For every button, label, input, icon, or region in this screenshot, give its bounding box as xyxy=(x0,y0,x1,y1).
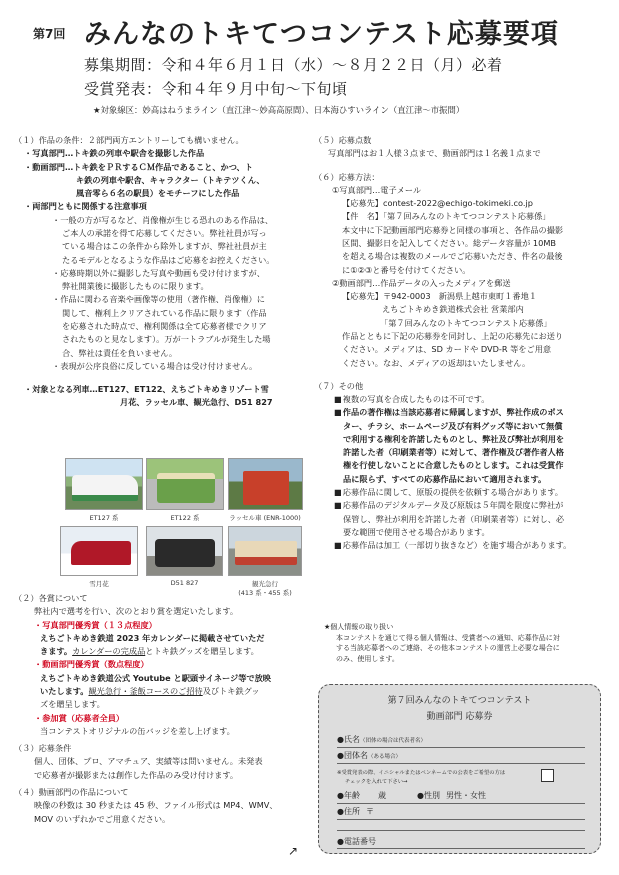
issue-number: 第7回 xyxy=(33,27,66,41)
common-notes-heading: ・両部門ともに関係する注意事項 xyxy=(24,201,147,212)
note-line: ・一般の方が写るなど、肖像権が生じる恐れのある作品は、 xyxy=(52,214,274,225)
section-1-title: （１）作品の条件：２部門両方エントリーしても構いません。 xyxy=(14,135,244,145)
section-2-title: （２）各賞について xyxy=(14,593,88,603)
target-lines: ★対象線区：妙高はねうまライン（直江津～妙高高原間）、日本海ひすいライン（直江津～市振間） xyxy=(93,105,465,115)
target-trains-2: 月花、ラッセル車、観光急行、D51 827 xyxy=(120,397,273,408)
group-note: （ある場合） xyxy=(367,754,401,760)
privacy-text: 本コンテストを通じて得る個人情報は、受賞者への通知、応募作品に対 xyxy=(336,633,560,642)
section-4-text: MOV のいずれかでご用意ください。 xyxy=(34,813,171,824)
prize-text: 及びトキ鉄グッ xyxy=(202,685,260,696)
other-item-cont: ター、チラシ、ホームページ及び有料グッズ等において無償 xyxy=(343,420,563,431)
coupon-title: 第７回みんなのトキてつコンテスト xyxy=(387,696,532,706)
privacy-title: ★個人情報の取り扱い xyxy=(324,623,394,631)
method-text: 区間、撮影日を記入してください。総データ容量が 10MB xyxy=(342,237,557,248)
mail-destination: 【応募先】〒942-0003 新潟県上越市東町１番地１ xyxy=(342,291,537,302)
note-line: ・表現が公序良俗に反している場合は受け付けません。 xyxy=(52,360,258,371)
postal-mark: 〒 xyxy=(365,807,374,816)
left-column-lower xyxy=(14,592,309,826)
sex-options[interactable]: 男性・女性 xyxy=(445,791,486,800)
section-4-title: （４）動画部門の作品について xyxy=(14,786,129,797)
section-5-title: （５）応募点数 xyxy=(314,135,372,145)
note-line: 弊社開業後に撮影したものに限ります。 xyxy=(62,281,209,292)
photo-caption: ラッセル車 (ENR-1000) xyxy=(229,514,301,522)
left-column xyxy=(14,134,309,410)
privacy-text: する当該応募者へのご連絡、その他本コンテストの運営上必要な場合に xyxy=(336,644,560,652)
privacy-text: のみ、使用します。 xyxy=(336,654,399,663)
section-3-text: で応募者が撮影または創作した作品のみ受け付けます。 xyxy=(34,769,239,780)
age-unit: 歳 xyxy=(377,791,386,800)
note-line: 合、弊社は責任を負いません。 xyxy=(62,347,178,358)
method-text: に①②③と番号を付けてください。 xyxy=(342,264,471,275)
phone-field[interactable] xyxy=(337,836,376,847)
prize-text-bold: きます。 xyxy=(40,646,73,657)
prize-text: とトキ鉄グッズを贈呈します。 xyxy=(145,646,259,657)
prize-text-bold: いたします。 xyxy=(40,685,89,696)
note-line: ・作品に関わる音楽や画像等の使用（著作権、肖像権）に xyxy=(52,294,265,305)
age-label: ●年齢 xyxy=(337,791,360,800)
train-photo-russell xyxy=(228,458,303,510)
mail-destination: えちごトキめき鉄道株式会社 営業部内 xyxy=(382,304,524,315)
section-2-intro: 弊社内で選考を行い、次のとおり賞を選定いたします。 xyxy=(34,606,239,617)
video-category-1: ・動画部門…トキ鉄をＰＲするＣＭ作品であること、かつ、ト xyxy=(24,161,253,172)
photo-category: ・写真部門…トキ鉄の列車や駅舎を撮影した作品 xyxy=(24,148,205,159)
other-item: ■ 応募作品のデジタルデータ及び原版は５年間を限度に弊社が xyxy=(314,499,609,512)
application-coupon xyxy=(318,684,601,854)
train-photo-d51 xyxy=(146,526,223,576)
prize-text-underlined: カレンダーの完成品 xyxy=(72,646,146,657)
target-trains-1: ・対象となる列車…ET127、ET122、えちごトキめきリゾート雪 xyxy=(24,384,269,395)
method-text: 作品とともに下記の応募券を同封し、上記の応募先にお送り xyxy=(342,330,564,341)
photo-caption: 雪月花 xyxy=(89,580,109,588)
publication-note-2: チェックを入れて下さい→ xyxy=(345,779,408,785)
video-category-2: キ鉄の列車や駅舎、キャラクター（トキテツくん、 xyxy=(76,174,265,185)
method-video: ②動画部門…作品データの入ったメディアを郵送 xyxy=(332,277,511,288)
publication-note-1: ※受賞発表の際、イニシャルまたはペンネームでの公表をご希望の方は xyxy=(337,770,506,776)
note-line: ご本人の承諾を得て応募してください。弊社社員が写っ xyxy=(62,227,267,238)
section-4-text: 映像の秒数は 30 秒または 45 秒、ファイル形式は MP4、WMV、 xyxy=(34,800,278,811)
group-label: ●団体名 xyxy=(337,751,368,760)
photo-caption: ET122 系 xyxy=(170,514,200,522)
sex-field[interactable] xyxy=(417,790,486,801)
other-item: ■ 作品の著作権は当該応募者に帰属しますが、弊社作成のポス xyxy=(314,406,609,419)
note-line: ・応募時期以外に撮影した写真や動画も受け付けますが、 xyxy=(52,267,265,278)
prize-photo-text: えちごトキめき鉄道 2023 年カレンダーに掲載させていただ xyxy=(40,632,265,643)
arrow-icon: ↗ xyxy=(288,844,299,858)
train-photo-et122 xyxy=(146,458,224,510)
coupon-subtitle: 動画部門 応募券 xyxy=(426,712,493,722)
note-line: たるモデルとなるような作品はご応募をお控えください。 xyxy=(62,254,275,265)
train-photo-setsugekka xyxy=(60,526,138,576)
name-note: （団体の場合は代表者名） xyxy=(359,738,426,744)
note-line: 関して、権利上クリアされている作品に限ります（作品 xyxy=(62,307,267,318)
application-period: 募集期間：令和４年６月１日（水）～８月２２日（月）必着 xyxy=(84,56,503,74)
train-photo-kanko xyxy=(228,526,302,576)
note-line: されたものと見なします）。万が一トラブルが発生した場 xyxy=(62,334,271,345)
name-label: ●氏名 xyxy=(337,735,360,744)
prize-participation-heading: ・参加賞（応募者全員） xyxy=(34,712,125,723)
phone-label: ●電話番号 xyxy=(337,837,376,846)
other-item-cont: 保管し、弊社が利用を許諾した者（印刷業者等）に対し、必 xyxy=(343,513,565,524)
other-item-cont: 品に限らず、すべての応募作品において適用されます。 xyxy=(343,473,547,484)
address-field[interactable] xyxy=(337,806,374,817)
mail-destination: 「第７回みんなのトキてつコンテスト応募係」 xyxy=(380,317,552,328)
email-destination xyxy=(314,197,609,210)
note-line: を応募された時点で、権利関係は全て応募者様でクリア xyxy=(62,320,267,331)
prize-text-underlined: 観光急行・釜飯コースのご招待 xyxy=(88,685,203,696)
name-field[interactable] xyxy=(337,734,426,745)
prize-video-heading: ・動画部門優秀賞（数点程度） xyxy=(34,659,149,670)
photo-caption: D51 827 xyxy=(170,579,199,587)
prize-photo-text-2 xyxy=(14,645,309,658)
age-sex-underline xyxy=(337,803,585,804)
phone-underline xyxy=(337,848,585,849)
address-underline-2 xyxy=(337,830,585,831)
section-6-title: （６）応募方法： xyxy=(314,171,380,182)
train-photo-et127 xyxy=(65,458,143,510)
prize-photo-heading: ・写真部門優秀賞（１３点程度） xyxy=(34,619,157,630)
prize-video-text-2 xyxy=(14,685,309,698)
destination-label: 【応募先】 xyxy=(342,198,383,209)
method-text: ください。メディアは、SD カードや DVD-R 等をご用意 xyxy=(342,344,552,355)
other-item: ■ 応募作品に関して、原版の提供を依頼する場合があります。 xyxy=(314,486,609,499)
prize-participation-text: 当コンテストオリジナルの缶バッジを差し上げます。 xyxy=(40,725,235,736)
prize-video-text: えちごトキめき鉄道公式 Youtube と駅頭サイネージ等で放映 xyxy=(40,672,271,683)
method-text: ください。なお、メディアの返却はいたしません。 xyxy=(342,357,531,368)
method-photo: ①写真部門…電子メール xyxy=(332,184,422,195)
method-text: 本文中に下記動画部門応募券と同様の事項と、各作品の撮影 xyxy=(342,224,564,235)
other-item: ■ 複数の写真を合成したものは不可です。 xyxy=(314,393,609,406)
note-line: ている場合はこの条件から除外しますが、弊社社員が主 xyxy=(62,241,267,252)
publication-checkbox[interactable] xyxy=(541,769,554,782)
other-item: ■ 応募作品は加工（一部切り抜きなど）を施す場合があります。 xyxy=(314,539,609,552)
other-item-cont: 許諾した者（印刷業者等）に対して、著作権及び著作者人格 xyxy=(343,447,564,458)
section-5-text: 写真部門はお１人様３点まで、動画部門は１名義１点まで xyxy=(328,148,541,159)
photo-caption: (413 系・455 系) xyxy=(238,589,292,597)
other-item-cont: で利用する権利を許諾したものとし、弊社及び弊社が利用を xyxy=(343,433,565,444)
sex-label: ●性別 xyxy=(417,791,440,800)
other-item-cont: 要な範囲で使用させる場合があります。 xyxy=(343,526,490,537)
right-column xyxy=(314,134,609,552)
prize-video-text-3: ズを贈呈します。 xyxy=(40,699,105,710)
email-address[interactable]: contest-2022@echigo-tokimeki.co.jp xyxy=(382,198,533,209)
announcement-date: 受賞発表：令和４年９月中旬～下旬頃 xyxy=(84,80,348,98)
page-title: みんなのトキてつコンテスト応募要項 xyxy=(84,19,559,50)
section-3-text: 個人、団体、プロ、アマチュア、実績等は問いません。未発表 xyxy=(34,756,263,767)
video-category-3: 風音零ら６名の駅員）をモチーフにした作品 xyxy=(76,188,240,199)
address-underline xyxy=(337,819,585,820)
age-field[interactable] xyxy=(337,790,386,801)
photo-caption: 観光急行 xyxy=(252,580,278,588)
section-3-title: （３）応募条件 xyxy=(14,743,72,754)
other-item-cont: 権を行使しないことに合意したものとします。これは受賞作 xyxy=(343,460,564,471)
group-underline xyxy=(337,763,585,764)
section-7-title: （７）その他 xyxy=(314,380,364,391)
method-text: を超える場合は複数のメールでご応募いただき、件名の最後 xyxy=(342,251,563,262)
privacy-section xyxy=(324,622,609,664)
email-subject: 【件 名】「第７回みんなのトキてつコンテスト応募係」 xyxy=(342,211,551,222)
name-underline xyxy=(337,747,585,748)
address-label: ●住所 xyxy=(337,807,360,816)
group-field[interactable] xyxy=(337,750,401,761)
photo-caption: ET127 系 xyxy=(89,514,119,522)
